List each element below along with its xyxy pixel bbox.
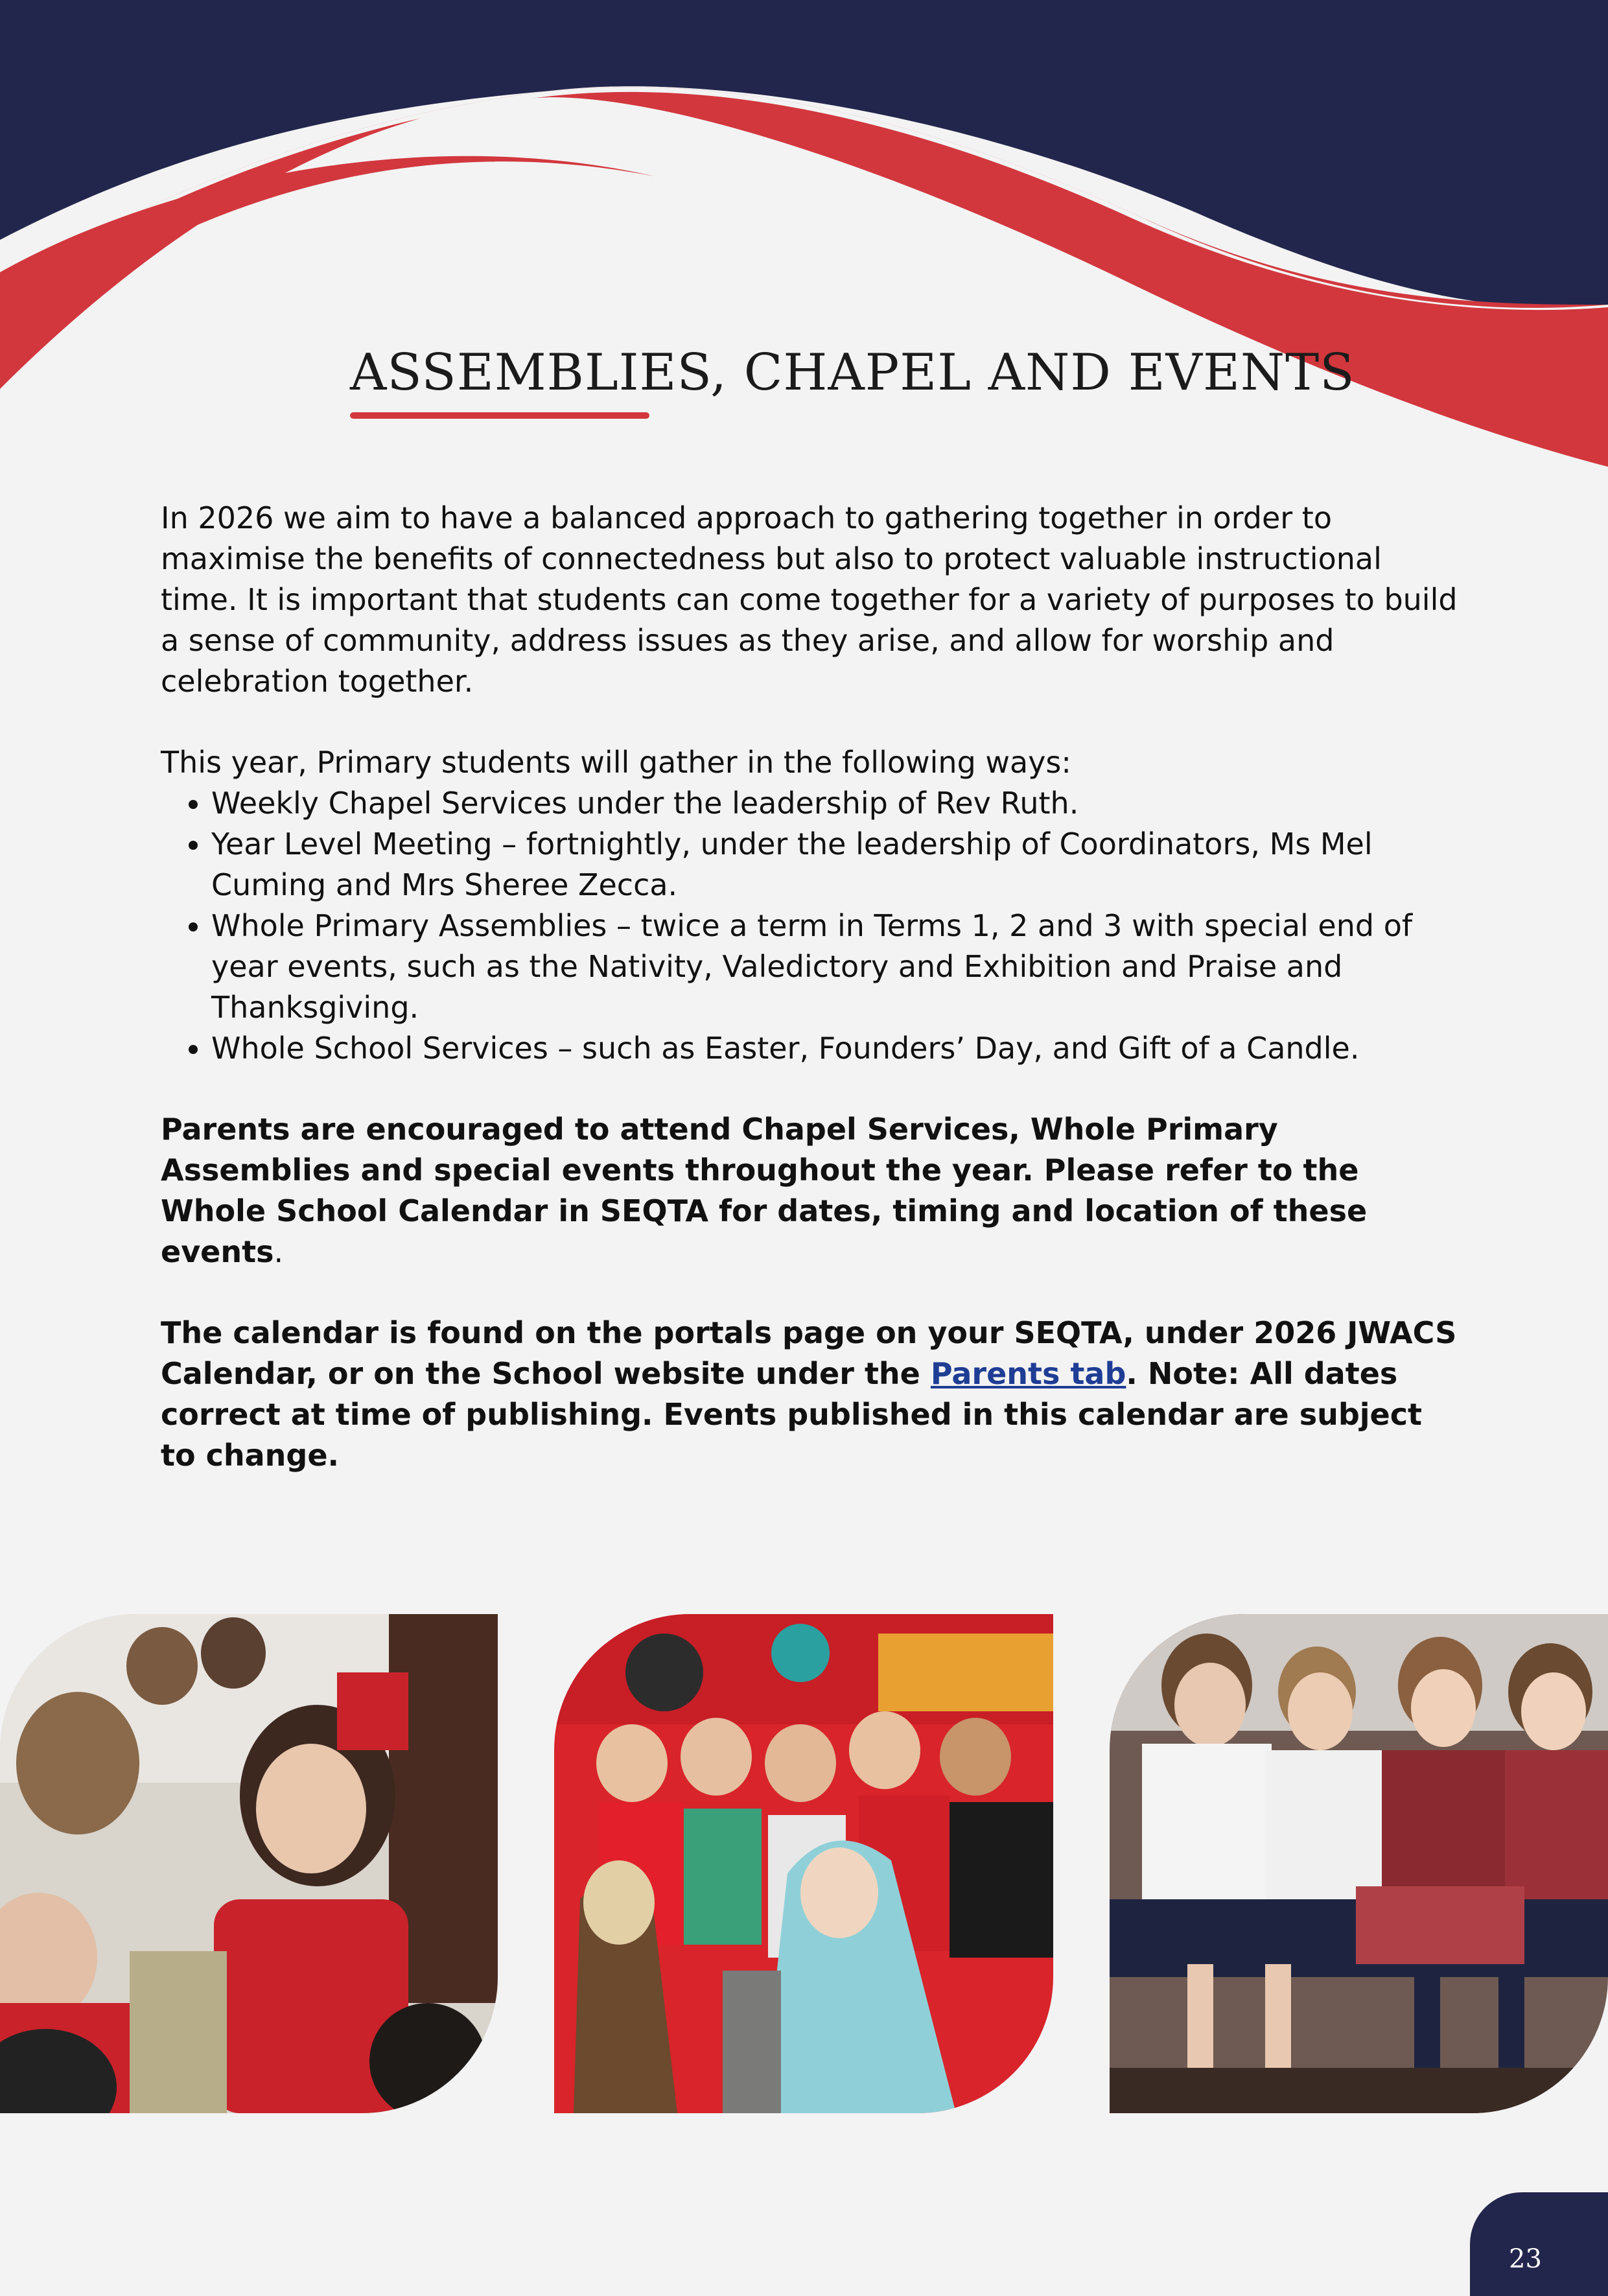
list-item: • Whole School Services – such as Easter, Founders’ Day, and Gift of a Candle. (211, 1028, 1463, 1069)
page-number: 23 (1509, 2244, 1542, 2274)
list-item: • Whole Primary Assemblies – twice a term in Terms 1, 2 and 3 with special end of year events, such as the Nativity, Valedictory and Exhibition and Praise and Thanksgiving. (211, 906, 1463, 1028)
body-content (161, 498, 1463, 1476)
students-in-assembly-photo (0, 1614, 498, 2113)
page-title: ASSEMBLIES, CHAPEL AND EVENTS (350, 344, 1355, 402)
parents-note-text: Parents are encouraged to attend Chapel Services, Whole Primary Assemblies and special events throughout the year. Please refer to the Whole School Calendar in SEQTA for dates, timing and location of these events (161, 1112, 1368, 1269)
list-item: • Year Level Meeting – fortnightly, under the leadership of Coordinators, Ms Mel Cuming and Mrs Sheree Zecca. (211, 824, 1463, 906)
parents-tab-link[interactable]: Parents tab (930, 1356, 1126, 1391)
calendar-note (161, 1313, 1463, 1476)
gathering-list (161, 783, 1463, 1069)
parents-note (161, 1109, 1463, 1272)
calendar-note-text: The calendar is found on the portals page on your SEQTA, under 2026 JWACS Calendar, or on the School website under the (161, 1315, 1457, 1391)
parents-note-end: . (274, 1234, 284, 1269)
title-underline (350, 412, 649, 419)
calendar-note-end: . Note: All dates correct at time of publishing. Events published in this calendar are subject to change. (161, 1356, 1422, 1473)
list-intro: This year, Primary students will gather in the following ways: (161, 745, 1071, 780)
header-wave-graphic (0, 0, 1608, 493)
nativity-play-photo (554, 1614, 1053, 2113)
students-seated-photo (1110, 1614, 1608, 2113)
list-item: • Weekly Chapel Services under the leadership of Rev Ruth. (211, 783, 1463, 824)
intro-paragraph: In 2026 we aim to have a balanced approach to gathering together in order to maximise the benefits of connectedness but also to protect valuable instructional time. It is important that students can come together for a variety of purposes to build a sense of community, address issues as they arise, and allow for worship and celebration together. (161, 500, 1458, 699)
